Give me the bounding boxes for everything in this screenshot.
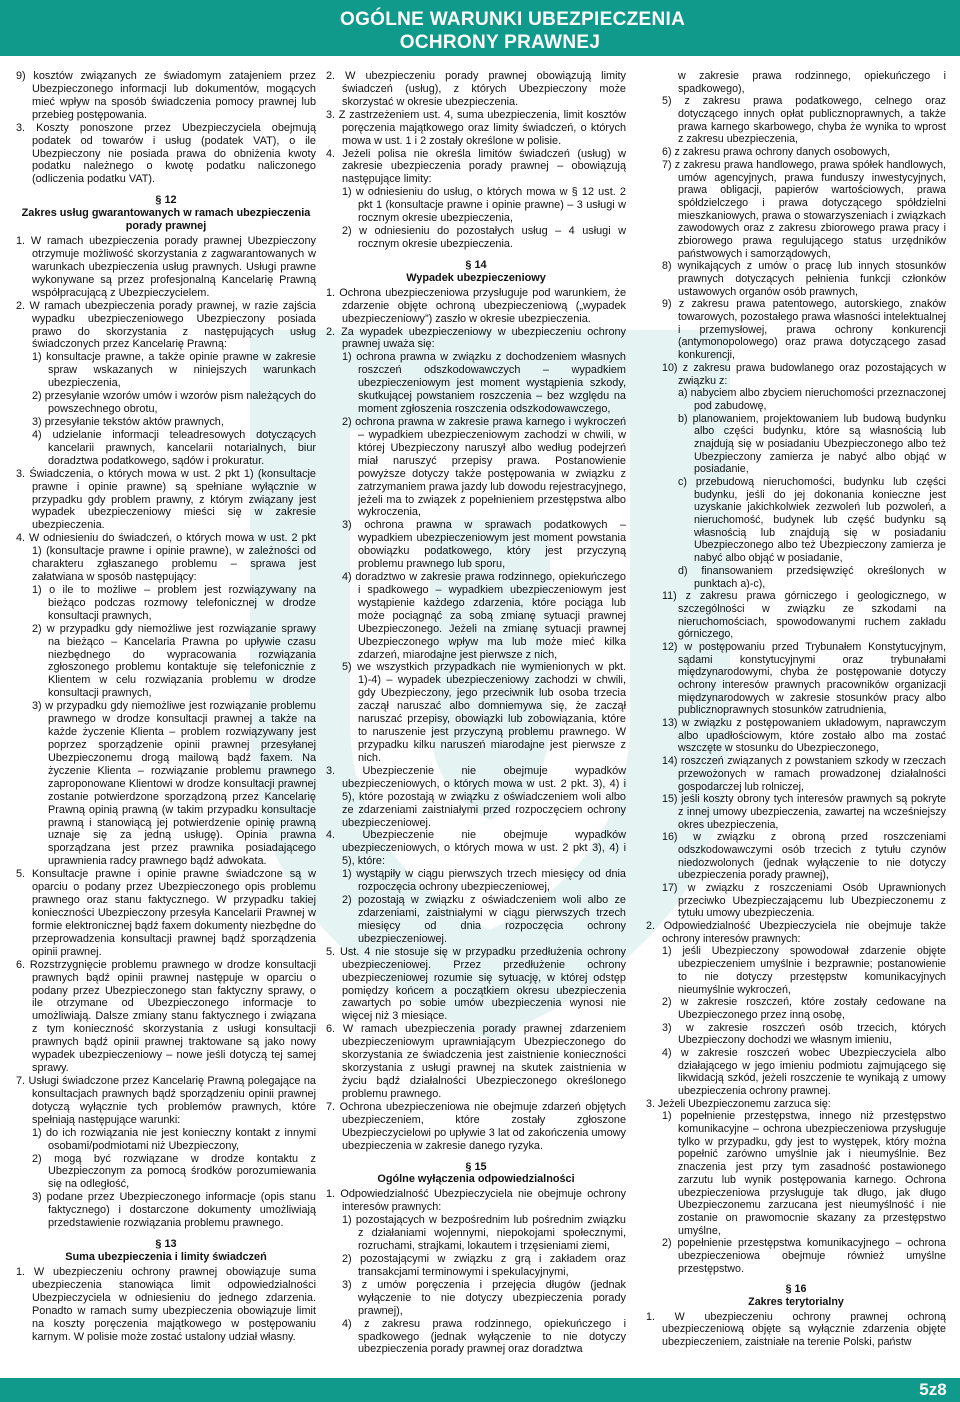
list-item: 2) pozostają w związku z oświadczeniem woli albo ze zdarzeniami, zaistniałymi w ciągu pierwszych trzech miesięcy od dnia rozpoczęcia ochrony ubezpieczeniowej. [342, 894, 626, 945]
list-item: 16) w związku z obroną przed roszczeniami odszkodowawczymi osób trzecich z tytułu czynów niedozwolonych (jednak wyłączenie to nie dotyczy ubezpieczenia porady prawnej), [662, 831, 946, 882]
section-number: § 12 [155, 194, 177, 207]
paragraph: 1. Odpowiedzialność Ubezpieczyciela nie obejmuje ochrony interesów prawnych: [326, 1188, 626, 1214]
paragraph: 5. Ust. 4 nie stosuje się w przypadku przedłużenia ochrony ubezpieczeniowej. Przez przedłużenie ochrony ubezpieczeniowej rozumie się sytuację, w której odstęp pomiędzy końcem a początkiem okresu ubezpieczenia zawartych po sobie umów ubezpieczenia wynosi nie więcej niż 3 miesiące. [326, 945, 626, 1023]
list-item: 4) z zakresu prawa rodzinnego, opiekuńczego i spadkowego (jednak wyłączenie to nie dotyczy ubezpieczenia porady prawnej oraz doradztwa [342, 1317, 626, 1356]
paragraph: 1. W ubezpieczeniu ochrony prawnej obowiązuje suma ubezpieczenia stanowiąca limit odpowiedzialności Ubezpieczyciela w odniesieniu do jednego zdarzenia. Ponadto w ramach sumy ubezpieczenia obowiązuje limit na koszty poręczenia majątkowego w postępowaniu karnym. W polisie może zostać ustalony udział własny. [16, 1265, 316, 1343]
paragraph: 3. Koszty ponoszone przez Ubezpieczyciela obejmują podatek od towarów i usług (podatek VAT), o ile Ubezpieczony nie posiada prawa do obniżenia kwoty podatku należnego o kwotę podatku naliczonego (odliczenia podatku VAT). [16, 121, 316, 186]
list-item: 4) doradztwo w zakresie prawa rodzinnego, opiekuńczego i spadkowego – wypadkiem ubezpieczeniowym jest wystąpienie każdego zdarzenia, które pociąga lub może pociągnąć za sobą zmianę sytuacji prawnej Ubezpieczonego. Jeżeli na zmianę sytuacji prawnej Ubezpieczonego wpływ ma lub może mieć kilka zdarzeń, miarodajne jest pierwsze z nich, [342, 571, 626, 661]
paragraph: 1. Ochrona ubezpieczeniowa przysługuje pod warunkiem, że zdarzenie objęte ochroną ubezpieczeniową („wypadek ubezpieczeniowy”) zaszło w okresie ubezpieczenia. [326, 286, 626, 325]
list-item: 5) z zakresu prawa podatkowego, celnego oraz dotyczącego innych opłat publicznoprawnych, a także prawa karnego skarbowego, chyba że wynika to wprost z zakresu ubezpieczenia, [662, 95, 946, 146]
list-item: 1) wystąpiły w ciągu pierwszych trzech miesięcy od dnia rozpoczęcia ochrony ubezpieczeniowej, [342, 868, 626, 894]
paragraph: 6. W ramach ubezpieczenia porady prawnej zdarzeniem ubezpieczeniowym uprawniającym Ubezpieczonego do skorzystania ze świadczenia jest zaistnienie konieczności skorzystania z usługi prawnej na skutek zaistnienia w życiu bądź działalności Ubezpieczonego określonego problemu prawnego. [326, 1023, 626, 1100]
list-item: 1) jeśli Ubezpieczony spowodował zdarzenie objęte ubezpieczeniem umyślnie i bezprawnie; postanowienie to nie dotyczy przestępstw komunikacyjnych nieumyślnie wykroczeń, [662, 945, 946, 996]
paragraph: 3. Jeżeli Ubezpieczonemu zarzuca się: [646, 1097, 831, 1110]
list-item: 11) z zakresu prawa górniczego i geologicznego, w szczególności w związku ze szkodami na nieruchomościach, spowodowanymi ruchem zakładu górniczego, [662, 590, 946, 641]
list-item: 17) w związku z roszczeniami Osób Uprawnionych przeciwko Ubezpieczającemu lub Ubezpieczonemu z tytułu umowy ubezpieczenia. [662, 882, 946, 920]
paragraph: 1. W ubezpieczeniu ochrony prawnej ochroną ubezpieczeniową objęte są wyłącznie zdarzenia objęte ubezpieczeniem, zaistniałe na terenie Polski, państw [646, 1310, 946, 1349]
sub-list-item: d) finansowaniem przedsięwzięć określonych w punktach a)-c), [678, 564, 946, 590]
column-1 [16, 70, 316, 1343]
paragraph: 4. Jeżeli polisa nie określa limitów świadczeń (usług) w zakresie ubezpieczenia porady prawnej – obowiązują następujące limity: [326, 147, 626, 186]
list-item: 1) o ile to możliwe – problem jest rozwiązywany na bieżąco podczas rozmowy telefonicznej w drodze konsultacji prawnych, [32, 583, 316, 622]
paragraph: 3. Świadczenia, o których mowa w ust. 2 pkt 1) (konsultacje prawne i opinie prawne) są spełniane wyłącznie w przypadku gdy problem prawny, z którym związany jest wypadek ubezpieczeniowy mieści się w zakresie ubezpieczenia. [16, 467, 316, 532]
paragraph: 3. Z zastrzeżeniem ust. 4, suma ubezpieczenia, limit kosztów poręczenia majątkowego oraz limity świadczeń, o których mowa w ust. 1 i 2 zostały określone w polisie. [326, 108, 626, 147]
list-item: 2) przesyłanie wzorów umów i wzorów pism należących do powszechnego obrotu, [32, 390, 316, 416]
section-number: § 16 [785, 1283, 807, 1296]
list-item: 2) w przypadku gdy niemożliwe jest rozwiązanie sprawy na bieżąco – Kancelaria Prawna po upływie czasu niezbędnego do wypracowania rozwiązania zgłoszonego problemu kontaktuje się telefonicznie z Klientem w celu rozwiązania problemu w drodze konsultacji prawnych, [32, 622, 316, 700]
section-number: § 14 [465, 258, 487, 271]
list-item: 2) w zakresie roszczeń, które zostały cedowane na Ubezpieczonego przez inną osobę, [662, 996, 946, 1021]
section-number: § 15 [465, 1160, 487, 1173]
paragraph: 7. Usługi świadczone przez Kancelarię Prawną polegające na konsultacjach prawnych bądź sporządzeniu opinii prawnej dotyczą wyłącznie tych problemów prawnych, które spełniają następujące warunki: [16, 1074, 316, 1126]
list-item: 1) do ich rozwiązania nie jest konieczny kontakt z innymi osobami/podmiotami niż Ubezpieczony, [32, 1126, 316, 1152]
list-item: 9) z zakresu prawa patentowego, autorskiego, znaków towarowych, pozostałego prawa własności intelektualnej i przemysłowej, prawa ochrony konkurencji (antymonopolowego) oraz prawa dotyczącego zasad konkurencji, [662, 298, 946, 362]
paragraph: 7. Ochrona ubezpieczeniowa nie obejmuje zdarzeń objętych ubezpieczeniem, które zostały zgłoszone Ubezpieczycielowi po upływie 3 lat od zakończenia umowy ubezpieczenia w zakresie danego ryzyka. [326, 1100, 626, 1152]
list-item: 3) z umów poręczenia i przejęcia długów (jednak wyłączenie to nie dotyczy ubezpieczenia porady prawnej), [342, 1278, 626, 1317]
list-item: 3) podane przez Ubezpieczonego informacje (opis stanu faktycznego) i dostarczone dokumenty umożliwiają przedstawienie rozwiązania problemu prawnego. [32, 1191, 316, 1230]
list-item: 12) w postępowaniu przed Trybunałem Konstytucyjnym, sądami konstytucyjnymi oraz trybunałami międzynarodowymi, chyba że postępowanie dotyczy ochrony interesów prawnych pracowników organizacji międzynarodowych w zakresie stosunków pracy albo publicznoprawnych stosunków zatrudnienia, [662, 640, 946, 717]
list-item: 14) roszczeń związanych z powstaniem szkody w rzeczach przewożonych w ramach prowadzonej działalności gospodarczej lub rolniczej, [662, 755, 946, 793]
document-title-line2: OCHRONY PRAWNEJ [399, 32, 601, 53]
paragraph: 2. W ubezpieczeniu porady prawnej obowiązują limity świadczeń (usług), z których Ubezpieczony może skorzystać w okresie ubezpieczenia. [326, 70, 626, 108]
section-heading [646, 1283, 946, 1308]
list-item: 15) jeśli koszty obrony tych interesów prawnych są pokryte z innej umowy ubezpieczenia, zawartej na wcześniejszy okres ubezpieczenia, [662, 793, 946, 831]
list-item: 13) w związku z postępowaniem układowym, naprawczym albo upadłościowym, które zostało albo ma zostać wszczęte w stosunku do Ubezpieczonego, [662, 717, 946, 755]
section-heading [16, 194, 316, 233]
column-2 [326, 70, 626, 1356]
list-item: 1) ochrona prawna w związku z dochodzeniem własnych roszczeń odszkodowawczych – wypadkiem ubezpieczeniowym jest moment wystąpienia szkody, skutkującej powstaniem roszczenia – bez względu na moment zgłoszenia roszczenia odszkodowawczego, [342, 351, 626, 416]
section-title: Zakres usług gwarantowanych w ramach ubezpieczenia porady prawnej [21, 207, 311, 233]
list-item: 1) pozostających w bezpośrednim lub pośrednim związku z działaniami wojennymi, niepokojami społecznymi, rozruchami, strajkami, lokautem i trzęsieniami ziemi, [342, 1214, 626, 1253]
list-item: 1) popełnienie przestępstwa, innego niż przestępstwo komunikacyjne – ochrona ubezpieczeniowa przysługuje tylko w przypadku, gdy jest to występek, który można popełnić zarówno umyślnie jak i nieumyślnie. Bez znaczenia jest przy tym zasadność postawionego zarzutu lub wynik postępowania karnego. Ochrona ubezpieczeniowa przysługuje tak długo, jak długo Ubezpieczonemu zarzucana jest nieumyślność i nie zostanie on prawomocnie skazany za przestępstwo umyślne, [662, 1110, 946, 1237]
paragraph: 3. Ubezpieczenie nie obejmuje wypadków ubezpieczeniowych, o których mowa w ust. 2 pkt. 3), 4) i 5), które pozostają w związku z oświadczeniem woli albo ze zdarzeniami zaistniałymi przed rozpoczęciem ochrony ubezpieczeniowej. [326, 764, 626, 829]
section-heading [16, 1238, 316, 1264]
list-item: 4) udzielanie informacji teleadresowych dotyczących kancelarii prawnych, kancelarii notarialnych, biur doradztwa podatkowego, sądów i prokuratur. [32, 428, 316, 467]
paragraph: 9) kosztów związanych ze świadomym zatajeniem przez Ubezpieczonego informacji lub dokumentów, mogących mieć wpływ na sposób świadczenia pomocy prawnej lub przebieg postępowania. [16, 70, 316, 121]
list-item-continuation: w zakresie prawa rodzinnego, opiekuńczego i spadkowego), [678, 70, 946, 95]
list-item: 1) konsultacje prawne, a także opinie prawne w zakresie spraw wskazanych w niniejszych warunkach ubezpieczenia, [32, 351, 316, 390]
paragraph: 2. W ramach ubezpieczenia porady prawnej, w razie zajścia wypadku ubezpieczeniowego Ubezpieczony posiada prawo do skorzystania z następujących usług świadczonych przez Kancelarię Prawną: [16, 299, 316, 351]
footer-bar [0, 1378, 960, 1402]
list-item: 2) ochrona prawna w zakresie prawa karnego i wykroczeń – wypadkiem ubezpieczeniowym zachodzi w chwili, w której Ubezpieczony naruszył albo według podejrzeń miał naruszyć przepisy prawa. Postanowienie powyższe dotyczy także postępowania w związku z zatrzymaniem prawa jazdy lub dowodu rejestracyjnego, jeżeli ma to związek z popełnieniem przestępstwa albo wykroczenia, [342, 415, 626, 519]
section-title: Zakres terytorialny [748, 1296, 844, 1308]
sub-list-item: a) nabyciem albo zbyciem nieruchomości przeznaczonej pod zabudowę, [678, 387, 946, 412]
section-number: § 13 [155, 1238, 177, 1251]
list-item: 2) mogą być rozwiązane w drodze kontaktu z Ubezpieczonym za pomocą środków porozumiewania się na odległość, [32, 1152, 316, 1191]
list-item: 2) pozostającymi w związku z grą i zakładem oraz transakcjami terminowymi i spekulacyjnymi, [342, 1252, 626, 1278]
paragraph: 5. Konsultacje prawne i opinie prawne świadczone są w oparciu o podany przez Ubezpieczonego opis problemu prawnego oraz stanu faktycznego. W przypadku takiej konieczności Ubezpieczony przesyła Kancelarii Prawnej w formie elektronicznej bądź faxem dokumenty niezbędne do przeprowadzenia konsultacji prawnej bądź sporządzenia opinii prawnej. [16, 868, 316, 958]
list-item: 4) w zakresie roszczeń wobec Ubezpieczyciela albo działającego w jego imieniu podmiotu zajmującego się likwidacją szkód, jeżeli roszczenie te wynikają z umowy ubezpieczenia ochrony prawnej. [662, 1046, 946, 1097]
paragraph: 4. Ubezpieczenie nie obejmuje wypadków ubezpieczeniowych, o których mowa w ust. 2 pkt 3), 4) i 5), które: [326, 829, 626, 868]
sub-list-item: c) przebudową nieruchomości, budynku lub części budynku, jeśli do jej dokonania konieczne jest uzyskanie jakichkolwiek zezwoleń lub pozwoleń, a nieruchomość, budynek lub część budynku są własnością lub znajdują się w posiadaniu Ubezpieczonego albo też Ubezpieczony zamierza je nabyć albo objąć w posiadanie, [678, 476, 946, 565]
list-item: 8) wynikających z umów o pracę lub innych stosunków prawnych dotyczących pełnienia funkcji członków ustawowych organów osób prawnych, [662, 260, 946, 298]
list-item: 3) przesyłanie tekstów aktów prawnych, [32, 415, 224, 428]
list-item: 1) w odniesieniu do usług, o których mowa w § 12 ust. 2 pkt 1 (konsultacje prawne i opinie prawne) – 3 usługi w rocznym okresie ubezpieczenia, [342, 186, 626, 225]
header-bar [0, 0, 960, 56]
list-item: 3) w zakresie roszczeń osób trzecich, których Ubezpieczony dochodzi we własnym imieniu, [662, 1021, 946, 1047]
page-number: 5z8 [906, 1378, 960, 1402]
paragraph: 2. Za wypadek ubezpieczeniowy w ubezpieczeniu ochrony prawnej uważa się: [326, 325, 626, 351]
document-title-line1: OGÓLNE WARUNKI UBEZPIECZENIA [340, 9, 686, 30]
paragraph: 1. W ramach ubezpieczenia porady prawnej Ubezpieczony otrzymuje możliwość skorzystania z zagwarantowanych w warunkach ubezpieczenia usług prawnych. Usługi prawne wykonywane są przez profesjonalną Kancelarię Prawną współpracującą z Ubezpieczycielem. [16, 235, 316, 299]
sub-list-item: b) planowaniem, projektowaniem lub budową budynku albo części budynku, które są własnością lub znajdują się w posiadaniu Ubezpieczonego albo też Ubezpieczony zamierza je nabyć albo objąć w posiadanie, [678, 412, 946, 476]
list-item: 7) z zakresu prawa handlowego, prawa spółek handlowych, umów agencyjnych, prawa funduszy inwestycyjnych, prawa obligacji, papierów wartościowych, prawa spółdzielczego i prawa dotyczącego spółdzielni mieszkaniowych, prawa o stowarzyszeniach i związkach zawodowych oraz z zakresu zbiorowego prawa pracy i zbiorowego prawa regulującego status urzędników państwowych i samorządowych, [662, 158, 946, 260]
list-item: 10) z zakresu prawa budowlanego oraz pozostających w związku z: [662, 361, 946, 387]
section-title: Wypadek ubezpieczeniowy [406, 271, 546, 284]
section-title: Ogólne wyłączenia odpowiedzialności [377, 1173, 575, 1186]
list-item: 3) w przypadku gdy niemożliwe jest rozwiązanie problemu prawnego w drodze konsultacji prawnej a także na każde życzenie Klienta – problem rozwiązywany jest poprzez sporządzenie opinii prawnej przesyłanej Ubezpieczonemu drogą mailową bądź faxem. Na życzenie Klienta – rozwiązanie problemu prawnego zaproponowane Klientowi w drodze konsultacji prawnej zostanie potwierdzone sporządzoną przez Kancelarię Prawną opinią prawną (w takim przypadku konsultacje prawną i stanowiącą jej potwierdzenie opinię prawną uznaje się za jedną usługę). Opinia prawna sporządzana jest przez prawnika posiadającego uprawnienia radcy prawnego bądź adwokata. [32, 700, 316, 868]
paragraph: 6. Rozstrzygnięcie problemu prawnego w drodze konsultacji prawnych bądź opinii prawnej następuje w oparciu o podany przez Ubezpieczonego stan faktyczny sprawy, o ile otrzymane od Ubezpieczonego informacje to umożliwiają. Dalsze zmiany stanu faktycznego i związana z tym konieczność skorzystania z usługi konsultacji prawnych bądź opinii prawnej traktowane są jako nowy wypadek ubezpieczeniowy – nowe jeśli dotyczą tej samej sprawy. [16, 958, 316, 1075]
paragraph: 4. W odniesieniu do świadczeń, o których mowa w ust. 2 pkt 1) (konsultacje prawne i opinie prawne), w zależności od charakteru zgłaszanego problemu – sprawa jest załatwiana w sposób następujący: [16, 532, 316, 584]
list-item: 6) z zakresu prawa ochrony danych osobowych, [662, 146, 891, 159]
section-heading [326, 259, 626, 285]
list-item: 5) we wszystkich przypadkach nie wymienionych w pkt. 1)-4) – wypadek ubezpieczeniowy zachodzi w chwili, gdy Ubezpieczony, jego przeciwnik lub osoba trzecia zaczął naruszać albo domniemywa się, że zaczął naruszać przepisy, obowiązki lub zobowiązania, które to naruszenie jest przyczyną problemu prawnego. W przypadku kilku naruszeń miarodajne jest pierwsze z nich. [342, 661, 626, 764]
list-item: 2) w odniesieniu do pozostałych usług – 4 usługi w rocznym okresie ubezpieczenia. [342, 225, 626, 250]
column-3 [646, 70, 946, 1349]
section-title: Suma ubezpieczenia i limity świadczeń [65, 1250, 267, 1263]
paragraph: 2. Odpowiedzialność Ubezpieczyciela nie obejmuje także ochrony interesów prawnych: [646, 920, 946, 945]
list-item: 2) popełnienie przestępstwa komunikacyjnego – ochrona ubezpieczeniowa obejmuje również umyślne przestępstwo. [662, 1237, 946, 1275]
section-heading [326, 1161, 626, 1187]
list-item: 3) ochrona prawna w sprawach podatkowych – wypadkiem ubezpieczeniowym jest moment powstania obowiązku podatkowego, który jest przyczyną problemu prawnego lub sporu, [342, 519, 626, 571]
